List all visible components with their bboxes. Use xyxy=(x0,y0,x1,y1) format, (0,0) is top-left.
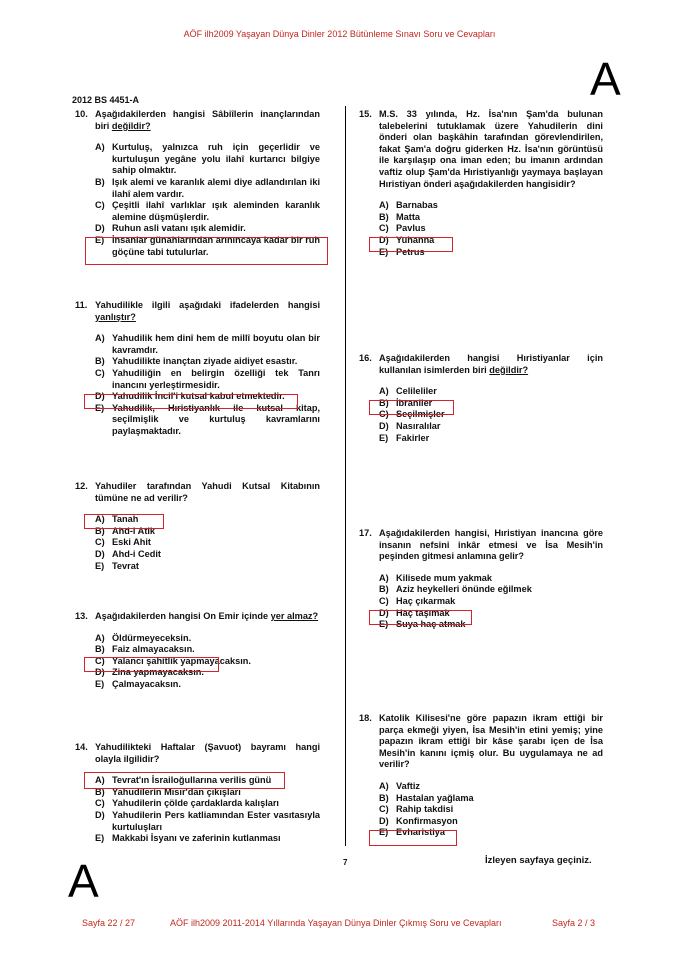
footer-left: Sayfa 22 / 27 xyxy=(82,918,136,928)
option-b[interactable]: B) Hastalan yağlama xyxy=(379,792,474,803)
option-e[interactable]: E) İnsanlar günahlarından arınıncaya kadar bir ruh göçüne tabi tutulurlar. xyxy=(95,234,320,257)
option-b[interactable]: B) Işık alemi ve karanlık alemi diye adlandırılan iki ilahî alem vardır. xyxy=(95,176,320,199)
option-b[interactable]: B) Ahd-i Atik xyxy=(95,525,156,536)
question-number: 10. xyxy=(75,109,88,119)
question-10: 10. Aşağıdakilerden hangisi Sâbiîlerin inançlarından biri değildir? A) Kurtuluş, yalnızca ruh için geçerlidir ve kurtuluşun yegâne yolu ilahî kurtarıcı bilgiye sahip olmaktır. B) Işık alemi ve karanlık alemi diye adlandırılan iki ilahî alem vardır. C) Çeşitli ilahî varlıklar ışık aleminden karanlık alemine düşmüşlerdir. D) Ruhun asli vatanı ışık alemidir. E) İnsanlar günahlarından arınıncaya kadar bir ruh göçüne tabi tutulurlar. xyxy=(75,109,320,257)
option-e[interactable]: E) Fakirler xyxy=(379,432,430,443)
option-c[interactable]: C) Pavlus xyxy=(379,223,426,234)
option-d[interactable]: D) Ruhun asli vatanı ışık alemidir. xyxy=(95,223,246,234)
footer-center: AÖF ilh2009 2011-2014 Yıllarında Yaşayan Dünya Dinler Çıkmış Soru ve Cevapları xyxy=(170,918,502,928)
question-11: 11. Yahudilikle ilgili aşağıdaki ifadelerden hangisi yanlıştır? A) Yahudilik hem dinî hem de millî boyutu olan bir kavramdır. B) Yahudilikte inançtan ziyade aidiyet esastır. C) Yahudiliğin en belirgin özelliği tek Tanrı inancını yerleştirmesidir. D) Yahudilik İncil'i kutsal kabul etmektedir. E) Yahudilik, Hıristiyanlık ile kutsal kitap, seçilmişlik ve kurtuluş kavramlarını paylaşmaktadır. xyxy=(75,300,320,436)
option-c[interactable]: C) Rahip takdisi xyxy=(379,804,454,815)
answer-highlight-box xyxy=(369,830,457,846)
answer-highlight-box xyxy=(369,237,453,252)
option-a[interactable]: A) Kurtuluş, yalnızca ruh için geçerlidir ve kurtuluşun yegâne yolu ilahî kurtarıcı bilgiye sahip olmaktır. xyxy=(95,142,320,176)
option-c[interactable]: C) Yalancı şahitlik yapmayacaksın. xyxy=(95,655,251,666)
question-17: 17. Aşağıdakilerden hangisi, Hıristiyan inancına göre insanın nefsini inkâr etmesi ve İsa Mesih'in peşinden gitmesi anlamına gelir? A) Kilisede mum yakmak B) Aziz heykelleri önünde eğilmek C) Haç çıkarmak D) Haç taşımak E) Suya haç atmak xyxy=(359,528,603,630)
option-e[interactable]: E) Tevrat xyxy=(95,560,139,571)
answer-highlight-box xyxy=(84,394,298,409)
option-e[interactable]: E) Evharistiya xyxy=(379,827,446,838)
footer-right: Sayfa 2 / 3 xyxy=(552,918,596,928)
option-c[interactable]: C) Seçilmişler xyxy=(379,409,445,420)
answer-highlight-box xyxy=(369,610,472,625)
option-e[interactable]: E) Yahudilik, Hıristiyanlık ile kutsal kitap, seçilmişlik ve kurtuluş kavramlarını paylaşmaktadır. xyxy=(95,402,320,436)
answer-highlight-box xyxy=(84,772,285,789)
question-12: 12. Yahudiler tarafından Yahudi Kutsal Kitabının tümüne ne ad verilir? A) Tanah B) Ahd-i Atik C) Eski Ahit D) Ahd-i Cedit E) Tevrat xyxy=(75,481,320,571)
option-d[interactable]: D) Ahd-i Cedit xyxy=(95,548,161,559)
question-18: 18. Katolik Kilisesi'ne göre papazın ikram ettiği bir parça ekmeği yiyen, İsa Mesih'in etini yemiş; yine papazın ikram ettiği bir kâse şarabı içen de İsa Mesih'in kanını içmiş olur. Bu uygulamaya ne ad verilir? A) Vaftiz B) Hastalan yağlama C) Rahip takdisi D) Konfirmasyon E) Evharistiya xyxy=(359,713,603,838)
option-e[interactable]: E) Petrus xyxy=(379,246,425,257)
option-c[interactable]: C) Yahudilerin çölde çardaklarda kalışları xyxy=(95,798,279,809)
booklet-letter-top: A xyxy=(590,53,621,105)
option-d[interactable]: D) Nasıralılar xyxy=(379,420,441,431)
option-b[interactable]: B) Matta xyxy=(379,211,420,222)
option-d[interactable]: D) Yahudilerin Pers katliamından Ester vasıtasıyla kurtuluşları xyxy=(95,809,320,832)
option-a[interactable]: A) Öldürmeyeceksin. xyxy=(95,632,192,643)
option-e[interactable]: E) Makkabi İsyanı ve zaferinin kutlanması xyxy=(95,833,281,844)
answer-highlight-box xyxy=(85,234,328,265)
option-a[interactable]: A) Kilisede mum yakmak xyxy=(379,572,493,583)
page-header-title: AÖF ilh2009 Yaşayan Dünya Dinler 2012 Bütünleme Sınavı Soru ve Cevapları xyxy=(183,29,496,39)
option-b[interactable]: B) Yahudilerin Mısır'dan çıkışları xyxy=(95,786,241,797)
option-d[interactable]: D) Yahudilik İncil'i kutsal kabul etmektedir. xyxy=(95,391,285,402)
option-d[interactable]: D) Haç taşımak xyxy=(379,607,450,618)
answer-highlight-box xyxy=(84,657,219,672)
option-c[interactable]: C) Çeşitli ilahî varlıklar ışık aleminden karanlık alemine düşmüşlerdir. xyxy=(95,200,320,222)
option-c[interactable]: C) Haç çıkarmak xyxy=(379,595,456,606)
question-16: 16. Aşağıdakilerden hangisi Hıristiyanlar için kullanılan isimlerden biri değildir? A) Celileliler B) İbraniler C) Seçilmişler D) Nasıralılar E) Fakirler xyxy=(359,353,603,443)
option-b[interactable]: B) İbraniler xyxy=(379,397,433,408)
option-c[interactable]: C) Eski Ahit xyxy=(95,537,151,548)
option-b[interactable]: B) Faiz almayacaksın. xyxy=(95,644,195,655)
option-d[interactable]: D) Zina yapmayacaksın. xyxy=(95,667,204,678)
option-a[interactable]: A) Barnabas xyxy=(379,200,438,211)
option-b[interactable]: B) Aziz heykelleri önünde eğilmek xyxy=(379,584,532,595)
answer-highlight-box xyxy=(369,400,454,415)
page-number: 7 xyxy=(343,858,348,867)
option-a[interactable]: A) Tanah xyxy=(95,514,139,525)
option-c[interactable]: C) Yahudiliğin en belirgin özelliği tek Tanrı inancını yerleştirmesidir. xyxy=(95,367,320,390)
question-15: 15. M.S. 33 yılında, Hz. İsa'nın Şam'da bulunan talebelerini tutuklamak üzere Yahudilerin dini önderi olan başkâhin tarafından görevlendirilen, fakat Şam'a doğru giderken Hz. İsa'nın görüntüsü ile karşılaşıp ona iman eden; bu imanın ardından vaftiz olup Şam'da Hıristiyanlığı yaymaya başlayan Hıristiyan önderi aşağıdakilerden hangisidir? A) Barnabas B) Matta C) Pavlus D) Yuhanna E) Petrus xyxy=(359,109,603,257)
question-13: 13. Aşağıdakilerden hangisi On Emir içinde yer almaz? A) Öldürmeyeceksin. B) Faiz almayacaksın. C) Yalancı şahitlik yapmayacaksın. D) Zina yapmayacaksın. E) Çalmayacaksın. xyxy=(75,611,319,689)
exam-code: 2012 BS 4451-A xyxy=(72,95,140,105)
answer-highlight-box xyxy=(84,514,164,529)
option-e[interactable]: E) Çalmayacaksın. xyxy=(95,678,181,689)
option-e[interactable]: E) Suya haç atmak xyxy=(379,619,466,630)
booklet-letter-bottom: A xyxy=(68,855,99,907)
option-a[interactable]: A) Tevrat'ın İsrailoğullarına verilis günü xyxy=(95,775,272,786)
turn-page-note: İzleyen sayfaya geçiniz. xyxy=(485,855,592,866)
option-d[interactable]: D) Yuhanna xyxy=(379,234,435,245)
option-d[interactable]: D) Konfirmasyon xyxy=(379,815,458,826)
option-b[interactable]: B) Yahudilikte inançtan ziyade aidiyet esastır. xyxy=(95,356,298,367)
option-a[interactable]: A) Yahudilik hem dinî hem de millî boyutu olan bir kavramdır. xyxy=(95,333,320,355)
option-a[interactable]: A) Vaftiz xyxy=(379,780,420,791)
question-14: 14. Yahudilikteki Haftalar (Şavuot) bayramı hangi olayla ilgilidir? A) Tevrat'ın İsrailoğullarına verilis günü B) Yahudilerin Mısır'dan çıkışları C) Yahudilerin çölde çardaklarda kalışları D) Yahudilerin Pers katliamından Ester vasıtasıyla kurtuluşları E) Makkabi İsyanı ve zaferinin kutlanması xyxy=(75,742,320,844)
option-a[interactable]: A) Celileliler xyxy=(379,386,437,397)
column-divider xyxy=(345,106,346,846)
